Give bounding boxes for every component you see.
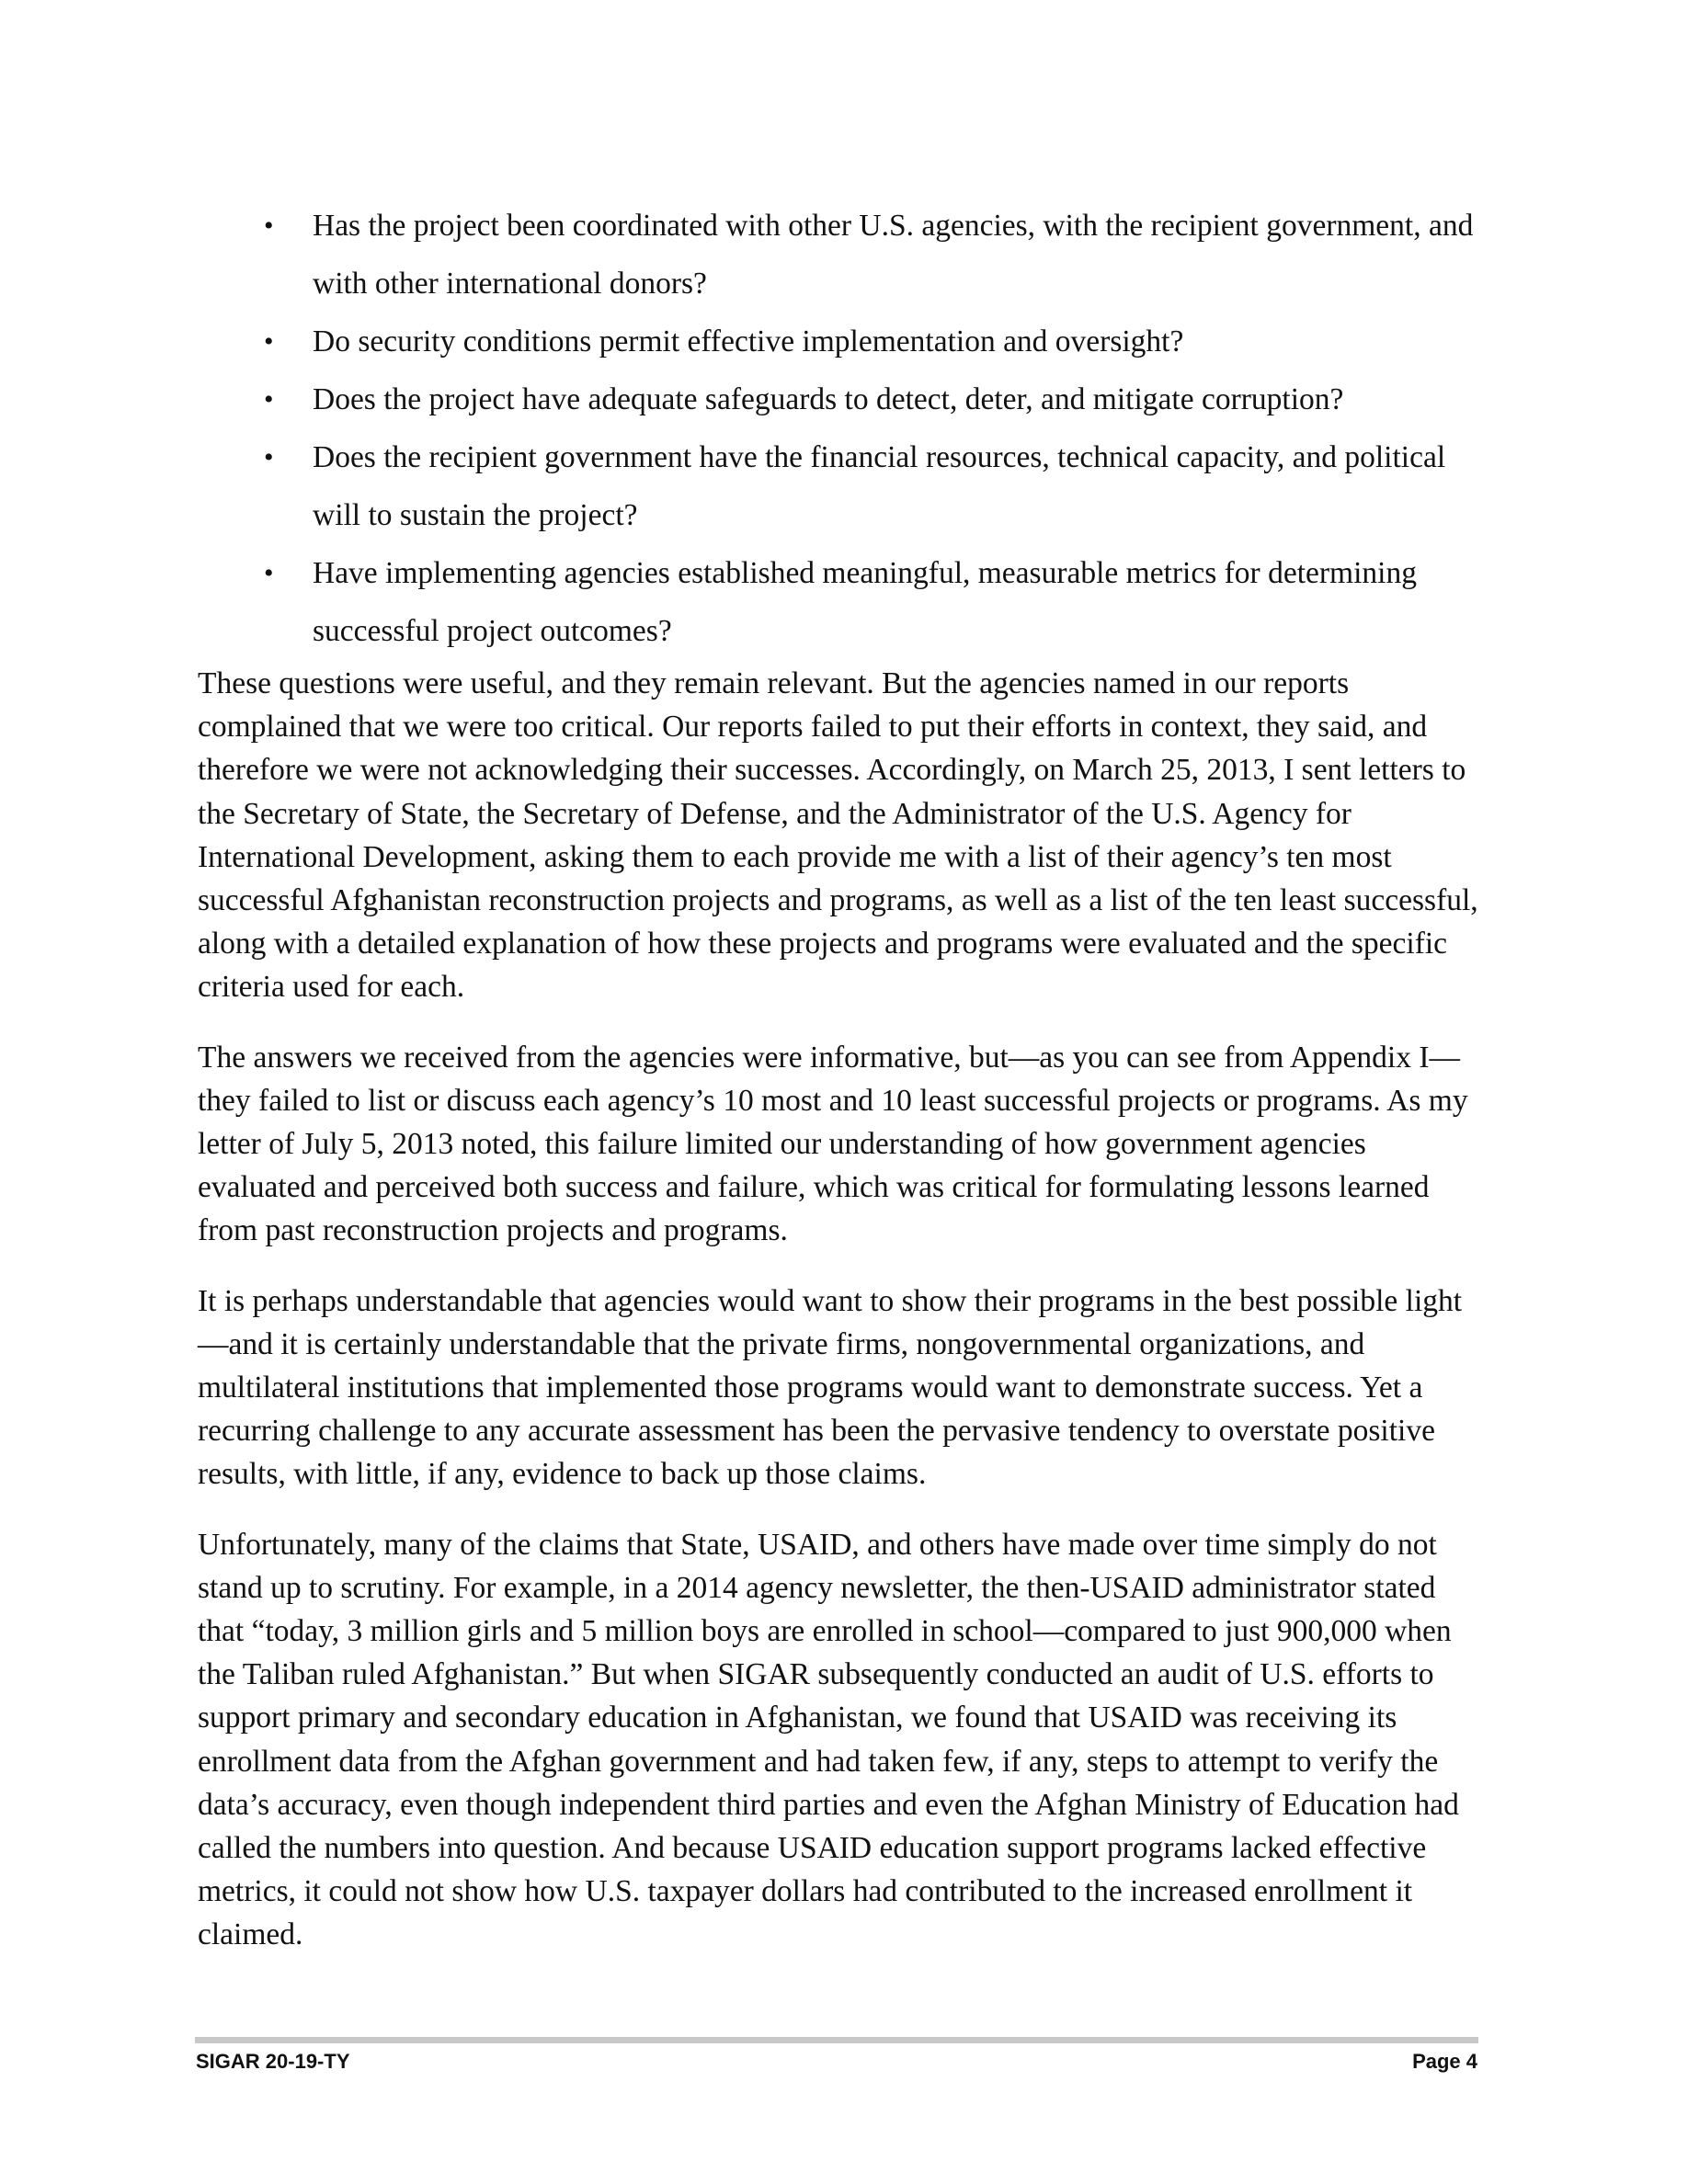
bullet-item xyxy=(198,544,1485,660)
bullet-text: Has the project been coordinated with other U.S. agencies, with the recipient government, and with other international donors? xyxy=(313,209,1474,301)
bullet-icon: • xyxy=(264,326,274,357)
bullet-text: Have implementing agencies established meaningful, measurable metrics for determining successful project outcomes? xyxy=(313,556,1417,648)
bullet-item xyxy=(198,428,1485,544)
paragraph: It is perhaps understandable that agencies would want to show their programs in the best possible light—and it is certainly understandable that the private firms, nongovernmental organizations, and multilateral institutions that implemented those programs would want to demonstrate success. Yet a recurring challenge to any accurate assessment has been the pervasive tendency to overstate positive results, with little, if any, evidence to back up those claims. xyxy=(198,1283,1463,1492)
paragraph: The answers we received from the agencies were informative, but—as you can see from Appendix I—they failed to list or discuss each agency’s 10 most and 10 least successful projects or programs. As my letter of July 5, 2013 noted, this failure limited our understanding of how government agencies evaluated and perceived both success and failure, which was critical for formulating lessons learned from past reconstruction projects and programs. xyxy=(198,1040,1468,1248)
bullet-icon: • xyxy=(264,558,274,588)
bullet-icon: • xyxy=(264,384,274,415)
bullet-item xyxy=(198,370,1485,428)
bullet-text: Do security conditions permit effective implementation and oversight? xyxy=(313,324,1184,358)
question-bullet-list xyxy=(198,197,1485,660)
bullet-item xyxy=(198,197,1485,313)
body-text xyxy=(198,662,1485,1984)
page-footer xyxy=(196,2050,1477,2074)
page-number: Page 4 xyxy=(1412,2050,1477,2073)
bullet-icon: • xyxy=(264,210,274,241)
bullet-text: Does the recipient government have the financial resources, technical capacity, and political will to sustain the project? xyxy=(313,440,1446,532)
paragraph: Unfortunately, many of the claims that State, USAID, and others have made over time simply do not stand up to scrutiny. For example, in a 2014 agency newsletter, the then-USAID administrator stated that “today, 3 million girls and 5 million boys are enrolled in school—compared to just 900,000 when the Taliban ruled Afghanistan.” But when SIGAR subsequently conducted an audit of U.S. efforts to support primary and secondary education in Afghanistan, we found that USAID was receiving its enrollment data from the Afghan government and had taken few, if any, steps to attempt to verify the data’s accuracy, even though independent third parties and even the Afghan Ministry of Education had called the numbers into question. And because USAID education support programs lacked effective metrics, it could not show how U.S. taxpayer dollars had contributed to the increased enrollment it claimed. xyxy=(198,1527,1459,1952)
bullet-item xyxy=(198,313,1485,370)
paragraph: These questions were useful, and they remain relevant. But the agencies named in our reports complained that we were too critical. Our reports failed to put their efforts in context, they said, and therefore we were not acknowledging their successes. Accordingly, on March 25, 2013, I sent letters to the Secretary of State, the Secretary of Defense, and the Administrator of the U.S. Agency for International Development, asking them to each provide me with a list of their agency’s ten most successful Afghanistan reconstruction projects and programs, as well as a list of the ten least successful, along with a detailed explanation of how these projects and programs were evaluated and the specific criteria used for each. xyxy=(198,666,1478,1005)
footer-divider xyxy=(195,2037,1478,2043)
report-id: SIGAR 20-19-TY xyxy=(196,2050,350,2073)
bullet-text: Does the project have adequate safeguards to detect, deter, and mitigate corruption? xyxy=(313,382,1344,416)
bullet-icon: • xyxy=(264,442,274,472)
